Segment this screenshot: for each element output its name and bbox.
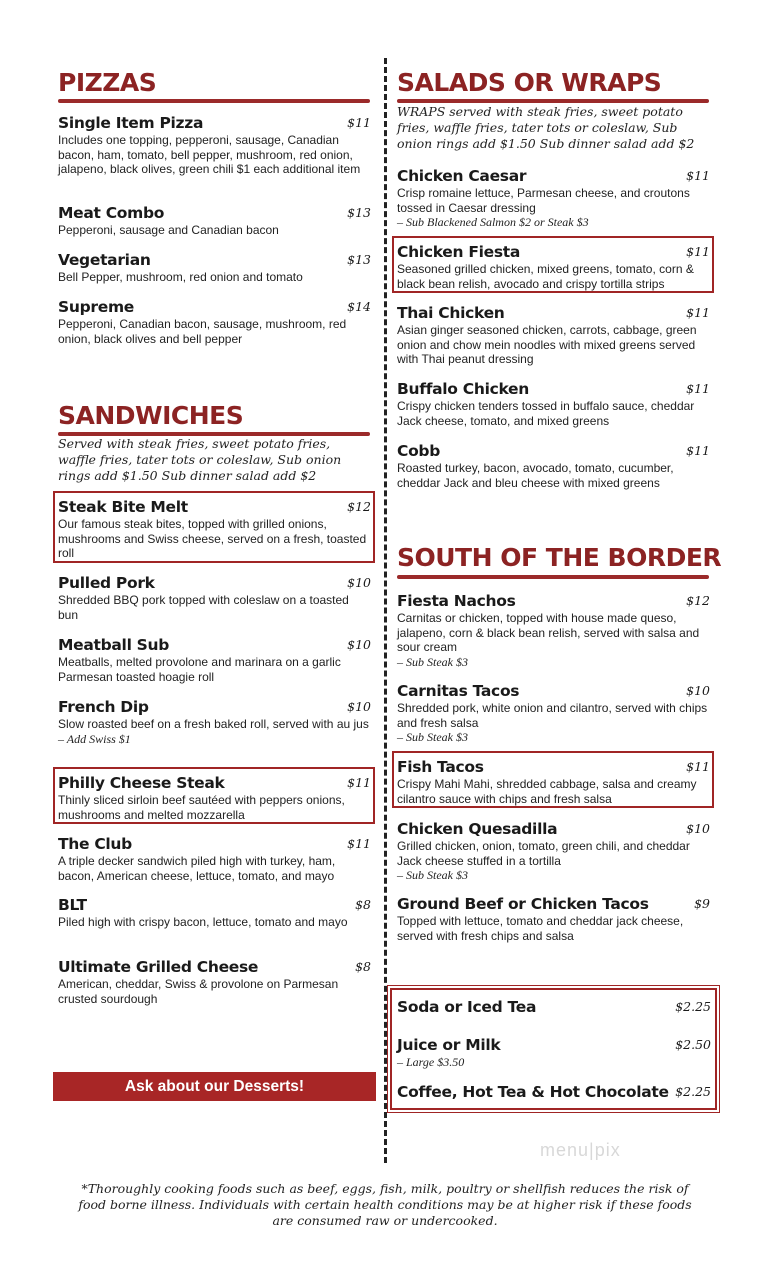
menu-item	[58, 203, 371, 238]
item-desc: Piled high with crispy bacon, lettuce, tomato and mayo	[58, 915, 348, 929]
pizzas-underline	[58, 99, 370, 103]
menu-item	[397, 242, 710, 291]
item-name: Fish Tacos	[397, 758, 484, 776]
item-desc: Pepperoni, Canadian bacon, sausage, mushroom, red onion, black olives and bell pepper	[58, 317, 347, 346]
item-desc: Crispy Mahi Mahi, shredded cabbage, salsa and creamy cilantro sauce with chips and fresh salsa	[397, 777, 697, 806]
sandwiches-title: SANDWICHES	[58, 401, 244, 430]
item-price: $2.25	[675, 1084, 711, 1099]
menu-item	[58, 635, 371, 684]
item-desc: Crisp romaine lettuce, Parmesan cheese, and croutons tossed in Caesar dressing	[397, 186, 690, 215]
menu-item	[397, 819, 710, 882]
beverage-item	[397, 1082, 711, 1102]
item-price: $11	[347, 836, 371, 851]
item-name: Single Item Pizza	[58, 114, 204, 132]
item-name: Coffee, Hot Tea & Hot Chocolate	[397, 1083, 669, 1101]
menu-item	[58, 957, 371, 1006]
item-price: $11	[686, 168, 710, 183]
item-desc: A triple decker sandwich piled high with turkey, ham, bacon, American cheese, lettuce, tomato, and mayo	[58, 854, 336, 883]
item-name: Buffalo Chicken	[397, 380, 530, 398]
item-name: Steak Bite Melt	[58, 498, 188, 516]
salads-title: SALADS OR WRAPS	[397, 68, 662, 97]
item-desc: Asian ginger seasoned chicken, carrots, cabbage, green onion and chow mein noodles with mixed greens served with Thai peanut dressing	[397, 323, 697, 366]
item-price: $11	[347, 115, 371, 130]
item-desc: Roasted turkey, bacon, avocado, tomato, cucumber, cheddar Jack and bleu cheese with mixed greens	[397, 461, 674, 490]
item-name: Chicken Quesadilla	[397, 820, 558, 838]
item-price: $12	[347, 499, 371, 514]
item-price: $11	[686, 443, 710, 458]
item-price: $12	[686, 593, 710, 608]
item-desc: Grilled chicken, onion, tomato, green chili, and cheddar Jack cheese stuffed in a tortilla	[397, 839, 690, 868]
menu-item	[58, 573, 371, 622]
item-name: Vegetarian	[58, 251, 151, 269]
item-name: Ground Beef or Chicken Tacos	[397, 895, 649, 913]
item-sub: – Sub Steak $3	[397, 868, 468, 882]
item-desc: Meatballs, melted provolone and marinara on a garlic Parmesan toasted hoagie roll	[58, 655, 341, 684]
item-sub: – Sub Blackened Salmon $2 or Steak $3	[397, 215, 589, 229]
item-name: Meat Combo	[58, 204, 165, 222]
item-name: Cobb	[397, 442, 441, 460]
salads-underline	[397, 99, 709, 103]
beverage-item	[397, 997, 711, 1017]
item-desc: Slow roasted beef on a fresh baked roll, served with au jus	[58, 717, 369, 731]
menu-item	[397, 166, 710, 229]
item-price: $10	[347, 699, 371, 714]
border-underline	[397, 575, 709, 579]
menu-item	[397, 757, 710, 806]
item-name: Chicken Caesar	[397, 167, 527, 185]
menu-item	[58, 895, 371, 930]
item-desc: Shredded pork, white onion and cilantro, served with chips and fresh salsa	[397, 701, 708, 730]
menu-item	[397, 591, 710, 669]
item-price: $14	[347, 299, 371, 314]
menu-item	[58, 113, 371, 177]
item-desc: Carnitas or chicken, topped with house made queso, jalapeno, corn & black bean relish, served with salsa and sour cream	[397, 611, 700, 654]
menu-item	[397, 379, 710, 428]
item-desc: Thinly sliced sirloin beef sautéed with peppers onions, mushrooms and melted mozzarella	[58, 793, 345, 822]
item-sub: – Add Swiss $1	[58, 731, 131, 746]
menu-item	[58, 497, 371, 561]
menu-item	[397, 441, 710, 490]
item-price: $11	[686, 381, 710, 396]
item-price: $8	[355, 897, 371, 912]
item-name: Soda or Iced Tea	[397, 998, 537, 1016]
item-name: French Dip	[58, 698, 149, 716]
item-name: Meatball Sub	[58, 636, 170, 654]
item-desc: American, cheddar, Swiss & provolone on Parmesan crusted sourdough	[58, 977, 339, 1006]
menu-item	[58, 773, 371, 822]
item-price: $11	[347, 775, 371, 790]
salads-note: WRAPS served with steak fries, sweet potato fries, waffle fries, tater tots or coleslaw, Sub onion rings add $1.50 Sub dinner salad add $2	[397, 104, 695, 151]
item-name: BLT	[58, 896, 87, 914]
item-price: $10	[686, 683, 710, 698]
item-desc: Pepperoni, sausage and Canadian bacon	[58, 223, 279, 237]
item-name: Pulled Pork	[58, 574, 155, 592]
menu-item	[58, 250, 371, 285]
item-name: Philly Cheese Steak	[58, 774, 225, 792]
item-sub: – Large $3.50	[397, 1055, 465, 1069]
item-name: Carnitas Tacos	[397, 682, 520, 700]
item-desc: Our famous steak bites, topped with grilled onions, mushrooms and Swiss cheese, served on a fresh, toasted roll	[58, 517, 367, 560]
item-sub: – Sub Steak $3	[397, 654, 468, 669]
item-name: Chicken Fiesta	[397, 243, 521, 261]
item-price: $2.50	[675, 1037, 711, 1052]
item-desc: Shredded BBQ pork topped with coleslaw on a toasted bun	[58, 593, 349, 622]
item-price: $11	[686, 759, 710, 774]
item-price: $10	[347, 637, 371, 652]
item-desc: Includes one topping, pepperoni, sausage, Canadian bacon, ham, tomato, bell pepper, mushroom, red onion, jalapeno, black olives, green chili $1 each additional item	[58, 133, 361, 176]
menu-item	[58, 697, 371, 746]
item-price: $8	[355, 959, 371, 974]
border-title: SOUTH OF THE BORDER	[397, 543, 722, 572]
menu-item	[397, 681, 710, 744]
item-price: $11	[686, 244, 710, 259]
item-price: $13	[347, 205, 371, 220]
beverage-item	[397, 1035, 711, 1069]
dessert-banner: Ask about our Desserts!	[53, 1072, 376, 1101]
menu-item	[58, 297, 371, 346]
item-desc: Bell Pepper, mushroom, red onion and tomato	[58, 270, 303, 284]
watermark: menu|pix	[540, 1140, 621, 1160]
item-name: Supreme	[58, 298, 135, 316]
item-price: $2.25	[675, 999, 711, 1014]
item-desc: Topped with lettuce, tomato and cheddar jack cheese, served with fresh chips and salsa	[397, 914, 684, 943]
menu-item	[397, 303, 710, 367]
item-name: The Club	[58, 835, 132, 853]
item-name: Fiesta Nachos	[397, 592, 516, 610]
item-desc: Seasoned grilled chicken, mixed greens, tomato, corn & black bean relish, avocado and crispy tortilla strips	[397, 262, 694, 291]
item-name: Thai Chicken	[397, 304, 505, 322]
sandwiches-note: Served with steak fries, sweet potato fries, waffle fries, tater tots or coleslaw, Sub onion rings add $1.50 Sub dinner salad add $2	[58, 436, 342, 483]
item-sub: – Sub Steak $3	[397, 730, 468, 744]
item-price: $11	[686, 305, 710, 320]
footnote: *Thoroughly cooking foods such as beef, eggs, fish, milk, poultry or shellfish reduces the risk of food borne illness. Individuals with certain health conditions may be at higher risk if these foods are consumed raw or undercooked.	[78, 1181, 692, 1228]
item-price: $10	[686, 821, 710, 836]
item-desc: Crispy chicken tenders tossed in buffalo sauce, cheddar Jack cheese, tomato, and mixed greens	[397, 399, 695, 428]
item-price: $9	[694, 896, 710, 911]
item-name: Ultimate Grilled Cheese	[58, 958, 259, 976]
item-price: $10	[347, 575, 371, 590]
column-divider	[384, 58, 387, 1163]
menu-item	[58, 834, 371, 883]
item-name: Juice or Milk	[397, 1036, 501, 1054]
item-price: $13	[347, 252, 371, 267]
pizzas-title: PIZZAS	[58, 68, 157, 97]
menu-item	[397, 894, 710, 943]
